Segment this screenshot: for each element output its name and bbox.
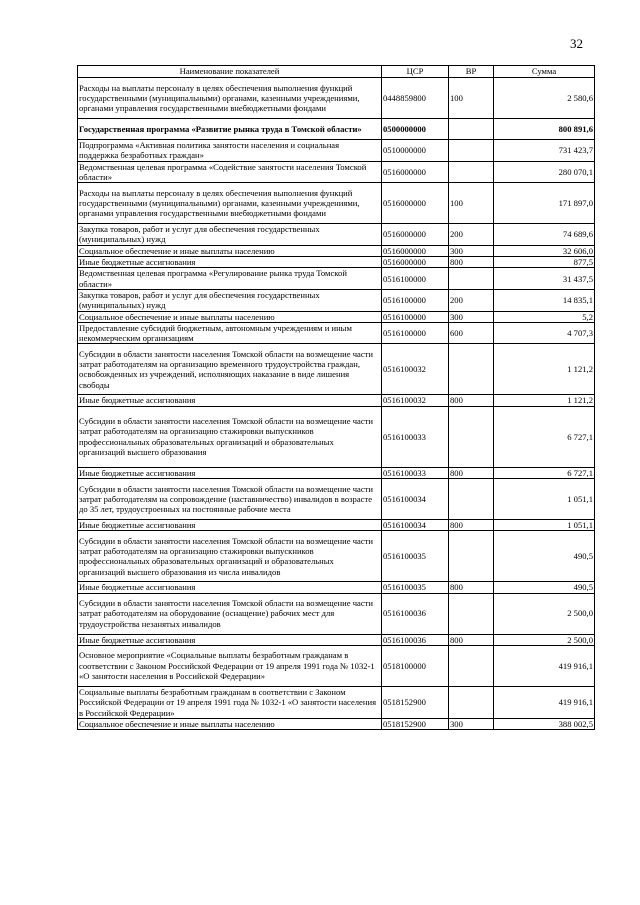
row-name-cell: Субсидии в области занятости населения Томской области на возмещение части затрат работодателям на оборудование (оснащение) рабочих мест для трудоустройства незанятых инвалидов xyxy=(78,593,382,634)
table-row xyxy=(78,257,595,268)
row-vr-cell: 800 xyxy=(449,520,494,531)
row-name-cell: Государственная программа «Развитие рынка труда в Томской области» xyxy=(78,119,382,140)
row-sum-cell: 6 727,1 xyxy=(494,467,595,478)
row-name-cell: Предоставление субсидий бюджетным, автономным учреждениям и иным некоммерческим организациям xyxy=(78,322,382,344)
row-name-cell: Иные бюджетные ассигнования xyxy=(78,634,382,645)
row-code-cell: 0516000000 xyxy=(382,183,449,224)
table-row xyxy=(78,311,595,322)
row-sum-cell: 280 070,1 xyxy=(494,161,595,183)
row-vr-cell xyxy=(449,119,494,140)
table-row xyxy=(78,593,595,634)
row-code-cell: 0516100033 xyxy=(382,467,449,478)
row-sum-cell: 32 606,0 xyxy=(494,245,595,256)
table-row xyxy=(78,224,595,246)
table-row xyxy=(78,406,595,467)
row-vr-cell: 200 xyxy=(449,289,494,311)
row-sum-cell: 74 689,6 xyxy=(494,224,595,246)
row-vr-cell: 300 xyxy=(449,718,494,729)
row-code-cell: 0516100035 xyxy=(382,582,449,593)
table-row xyxy=(78,582,595,593)
row-sum-cell: 6 727,1 xyxy=(494,406,595,467)
row-sum-cell: 5,2 xyxy=(494,311,595,322)
row-vr-cell xyxy=(449,645,494,686)
row-code-cell: 0516100000 xyxy=(382,311,449,322)
row-sum-cell: 2 500,0 xyxy=(494,593,595,634)
row-sum-cell: 731 423,7 xyxy=(494,140,595,162)
row-vr-cell xyxy=(449,161,494,183)
table-row xyxy=(78,119,595,140)
row-name-cell: Иные бюджетные ассигнования xyxy=(78,395,382,406)
row-vr-cell: 800 xyxy=(449,467,494,478)
row-name-cell: Закупка товаров, работ и услуг для обеспечения государственных (муниципальных) нужд xyxy=(78,289,382,311)
row-sum-cell: 490,5 xyxy=(494,531,595,582)
row-sum-cell: 877,5 xyxy=(494,257,595,268)
row-name-cell: Подпрограмма «Активная политика занятости населения и социальная поддержка безработных граждан» xyxy=(78,140,382,162)
row-sum-cell: 800 891,6 xyxy=(494,119,595,140)
row-name-cell: Субсидии в области занятости населения Томской области на возмещение части затрат работодателям на организацию стажировки выпускников профессиональных образовательных организаций и образовательных организаций высшего образования xyxy=(78,406,382,467)
row-vr-cell xyxy=(449,406,494,467)
row-vr-cell: 100 xyxy=(449,78,494,119)
header-code: ЦСР xyxy=(382,66,449,78)
row-vr-cell xyxy=(449,686,494,718)
row-code-cell: 0516000000 xyxy=(382,257,449,268)
table-row xyxy=(78,245,595,256)
row-sum-cell: 31 437,5 xyxy=(494,268,595,290)
row-code-cell: 0516100032 xyxy=(382,344,449,395)
row-name-cell: Иные бюджетные ассигнования xyxy=(78,520,382,531)
table-row xyxy=(78,520,595,531)
row-name-cell: Иные бюджетные ассигнования xyxy=(78,582,382,593)
row-sum-cell: 388 002,5 xyxy=(494,718,595,729)
row-name-cell: Социальное обеспечение и иные выплаты населению xyxy=(78,718,382,729)
row-vr-cell: 300 xyxy=(449,245,494,256)
row-name-cell: Расходы на выплаты персоналу в целях обеспечения выполнения функций государственными (муниципальными) органами, казенными учреждениями, органами управления государственными внебюджетными фондами xyxy=(78,78,382,119)
table-row xyxy=(78,78,595,119)
row-sum-cell: 2 500,0 xyxy=(494,634,595,645)
row-code-cell: 0518100000 xyxy=(382,645,449,686)
row-code-cell: 0516100000 xyxy=(382,289,449,311)
table-row xyxy=(78,140,595,162)
row-code-cell: 0516000000 xyxy=(382,245,449,256)
table-row xyxy=(78,531,595,582)
table-row xyxy=(78,268,595,290)
row-name-cell: Социальное обеспечение и иные выплаты населению xyxy=(78,311,382,322)
row-vr-cell: 100 xyxy=(449,183,494,224)
row-code-cell: 0516100033 xyxy=(382,406,449,467)
table-row xyxy=(78,479,595,520)
row-code-cell: 0516100000 xyxy=(382,268,449,290)
row-name-cell: Ведомственная целевая программа «Регулирование рынка труда Томской области» xyxy=(78,268,382,290)
row-code-cell: 0500000000 xyxy=(382,119,449,140)
row-sum-cell: 1 051,1 xyxy=(494,520,595,531)
row-sum-cell: 419 916,1 xyxy=(494,686,595,718)
table-row xyxy=(78,467,595,478)
row-code-cell: 0516000000 xyxy=(382,224,449,246)
table-row xyxy=(78,161,595,183)
header-sum: Сумма xyxy=(494,66,595,78)
table-body xyxy=(78,78,595,730)
row-vr-cell xyxy=(449,479,494,520)
row-vr-cell xyxy=(449,593,494,634)
row-code-cell: 0448859800 xyxy=(382,78,449,119)
page-number: 32 xyxy=(570,36,583,51)
row-name-cell: Иные бюджетные ассигнования xyxy=(78,467,382,478)
row-code-cell: 0516100032 xyxy=(382,395,449,406)
row-vr-cell: 800 xyxy=(449,634,494,645)
table-row xyxy=(78,718,595,729)
row-code-cell: 0516100036 xyxy=(382,634,449,645)
budget-table xyxy=(77,65,595,730)
row-sum-cell: 1 051,1 xyxy=(494,479,595,520)
row-vr-cell: 800 xyxy=(449,582,494,593)
table-row xyxy=(78,686,595,718)
table-row xyxy=(78,645,595,686)
row-code-cell: 0518152900 xyxy=(382,718,449,729)
row-name-cell: Социальные выплаты безработным гражданам в соответствии с Законом Российской Федерации от 19 апреля 1991 года № 1032-1 «О занятости населения в Российской Федерации» xyxy=(78,686,382,718)
row-code-cell: 0516100035 xyxy=(382,531,449,582)
row-name-cell: Социальное обеспечение и иные выплаты населению xyxy=(78,245,382,256)
row-sum-cell: 4 707,3 xyxy=(494,322,595,344)
row-sum-cell: 1 121,2 xyxy=(494,344,595,395)
row-name-cell: Расходы на выплаты персоналу в целях обеспечения выполнения функций государственными (муниципальными) органами, казенными учреждениями, органами управления государственными внебюджетными фондами xyxy=(78,183,382,224)
row-sum-cell: 171 897,0 xyxy=(494,183,595,224)
row-vr-cell: 200 xyxy=(449,224,494,246)
row-code-cell: 0516100000 xyxy=(382,322,449,344)
row-name-cell: Иные бюджетные ассигнования xyxy=(78,257,382,268)
row-name-cell: Субсидии в области занятости населения Томской области на возмещение части затрат работодателям на сопровождение (наставничество) инвалидов в возрасте до 35 лет, трудоустроенных на постоянные рабочие места xyxy=(78,479,382,520)
row-name-cell: Ведомственная целевая программа «Содействие занятости населения Томской области» xyxy=(78,161,382,183)
table-row xyxy=(78,395,595,406)
row-sum-cell: 1 121,2 xyxy=(494,395,595,406)
table-row xyxy=(78,634,595,645)
row-name-cell: Субсидии в области занятости населения Томской области на возмещение части затрат работодателям на организацию временного трудоустройства граждан, освобожденных из учреждений, исполняющих наказание в виде лишения свободы xyxy=(78,344,382,395)
row-vr-cell xyxy=(449,531,494,582)
table-header-row xyxy=(78,66,595,78)
row-vr-cell: 800 xyxy=(449,395,494,406)
row-sum-cell: 490,5 xyxy=(494,582,595,593)
row-code-cell: 0516000000 xyxy=(382,161,449,183)
row-name-cell: Закупка товаров, работ и услуг для обеспечения государственных (муниципальных) нужд xyxy=(78,224,382,246)
row-code-cell: 0518152900 xyxy=(382,686,449,718)
row-name-cell: Субсидии в области занятости населения Томской области на возмещение части затрат работодателям на организацию стажировки выпускников профессиональных образовательных организаций и образовательных организаций высшего образования из числа инвалидов xyxy=(78,531,382,582)
row-sum-cell: 419 916,1 xyxy=(494,645,595,686)
header-vr: ВР xyxy=(449,66,494,78)
row-vr-cell: 800 xyxy=(449,257,494,268)
row-vr-cell xyxy=(449,140,494,162)
row-sum-cell: 2 580,6 xyxy=(494,78,595,119)
table-row xyxy=(78,322,595,344)
row-code-cell: 0510000000 xyxy=(382,140,449,162)
row-vr-cell: 600 xyxy=(449,322,494,344)
header-name: Наименование показателей xyxy=(78,66,382,78)
table-row xyxy=(78,183,595,224)
row-vr-cell xyxy=(449,268,494,290)
row-vr-cell: 300 xyxy=(449,311,494,322)
row-code-cell: 0516100034 xyxy=(382,520,449,531)
row-code-cell: 0516100036 xyxy=(382,593,449,634)
row-vr-cell xyxy=(449,344,494,395)
row-name-cell: Основное мероприятие «Социальные выплаты безработным гражданам в соответствии с Законом Российской Федерации от 19 апреля 1991 года № 1032-1 «О занятости населения в Российской Федерации» xyxy=(78,645,382,686)
row-code-cell: 0516100034 xyxy=(382,479,449,520)
table-row xyxy=(78,344,595,395)
row-sum-cell: 14 835,1 xyxy=(494,289,595,311)
table-row xyxy=(78,289,595,311)
